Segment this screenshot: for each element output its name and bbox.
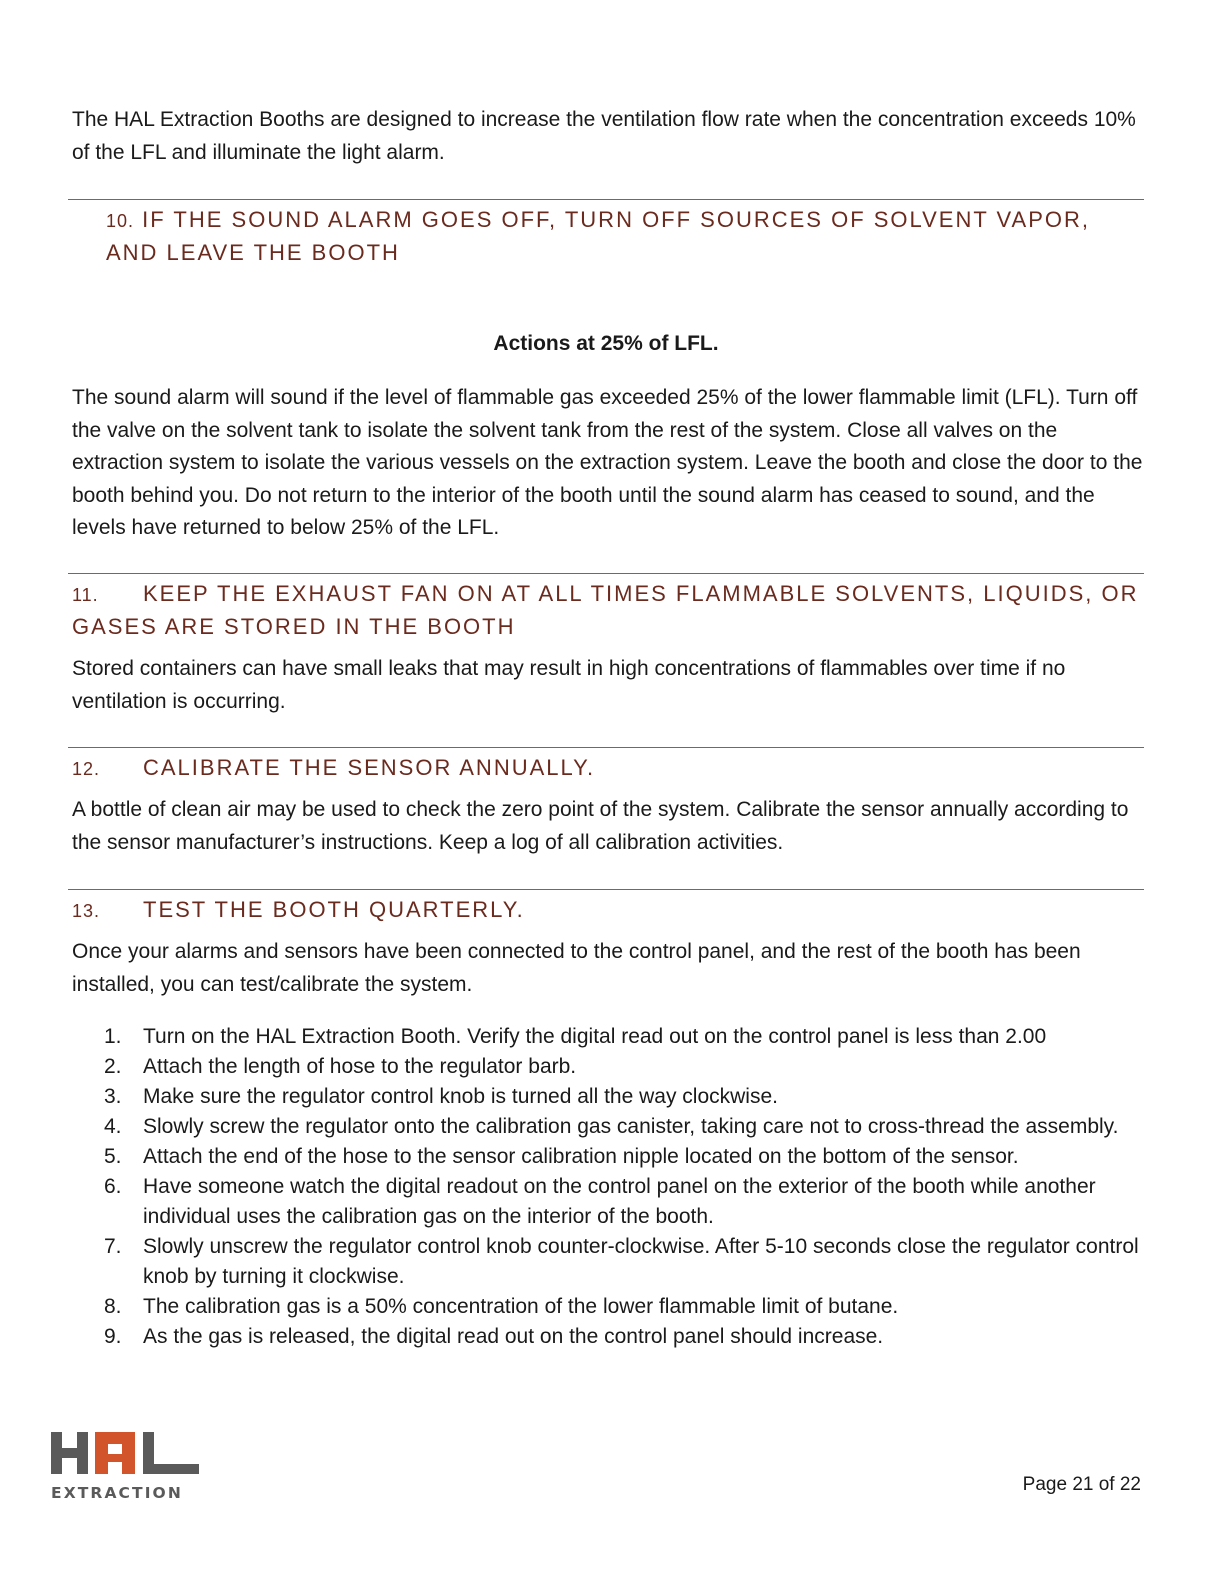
section-10-subheading: Actions at 25% of LFL. <box>493 332 719 355</box>
step-number: 6. <box>104 1175 122 1198</box>
step-number: 4. <box>104 1115 122 1138</box>
logo-subtext: EXTRACTION <box>51 1484 183 1502</box>
step-text: The calibration gas is a 50% concentration of the lower flammable limit of butane. <box>143 1295 899 1318</box>
list-item <box>104 1112 1144 1142</box>
section-10-heading <box>106 204 1146 269</box>
list-item <box>104 1022 1144 1052</box>
hal-extraction-logo <box>51 1430 201 1502</box>
step-text: As the gas is released, the digital read out on the control panel should increase. <box>143 1325 884 1348</box>
step-number: 9. <box>104 1325 122 1348</box>
step-text: Turn on the HAL Extraction Booth. Verify the digital read out on the control panel is less than 2.00 <box>143 1025 1047 1048</box>
section-divider <box>68 199 1144 200</box>
section-title: KEEP THE EXHAUST FAN ON AT ALL TIMES FLAMMABLE SOLVENTS, LIQUIDS, OR GASES ARE STORED IN THE BOOTH <box>72 581 1139 639</box>
step-number: 2. <box>104 1055 122 1078</box>
section-13-body: Once your alarms and sensors have been connected to the control panel, and the rest of the booth has been installed, you can test/calibrate the system. <box>72 940 1081 996</box>
section-11-heading <box>72 578 1147 643</box>
step-number: 8. <box>104 1295 122 1318</box>
section-number: 10. <box>106 211 135 231</box>
list-item <box>104 1232 1144 1292</box>
list-item <box>104 1052 1144 1082</box>
list-item <box>104 1082 1144 1112</box>
list-item <box>104 1172 1144 1232</box>
step-text: Slowly screw the regulator onto the calibration gas canister, taking care not to cross-thread the assembly. <box>143 1115 1119 1138</box>
section-divider <box>68 747 1144 748</box>
section-13-heading <box>72 894 1147 927</box>
section-title: TEST THE BOOTH QUARTERLY. <box>143 897 525 922</box>
section-10-body: The sound alarm will sound if the level of flammable gas exceeded 25% of the lower flammable limit (LFL). Turn off the valve on the solvent tank to isolate the solvent tank from the rest of the system. Close all valves on the extraction system to isolate the various vessels on the extraction system. Leave the booth and close the door to the booth behind you. Do not return to the interior of the booth until the sound alarm has ceased to sound, and the levels have returned to below 25% of the LFL. <box>72 386 1143 539</box>
step-text: Have someone watch the digital readout on the control panel on the exterior of the booth while another individual uses the calibration gas on the interior of the booth. <box>143 1175 1096 1228</box>
step-text: Attach the end of the hose to the sensor calibration nipple located on the bottom of the sensor. <box>143 1145 1019 1168</box>
calibration-steps-list <box>104 1022 1144 1352</box>
section-11-body: Stored containers can have small leaks that may result in high concentrations of flammables over time if no ventilation is occurring. <box>72 657 1066 713</box>
section-number: 11. <box>72 585 99 605</box>
step-number: 5. <box>104 1145 122 1168</box>
section-title: CALIBRATE THE SENSOR ANNUALLY. <box>143 755 596 780</box>
section-number: 12. <box>72 759 101 779</box>
list-item <box>104 1292 1144 1322</box>
step-number: 1. <box>104 1025 122 1048</box>
list-item <box>104 1322 1144 1352</box>
section-divider <box>68 889 1144 890</box>
list-item <box>104 1142 1144 1172</box>
step-text: Make sure the regulator control knob is turned all the way clockwise. <box>143 1085 778 1108</box>
section-12-body: A bottle of clean air may be used to check the zero point of the system. Calibrate the sensor annually according to the sensor manufacturer’s instructions. Keep a log of all calibration activities. <box>72 798 1129 854</box>
page-number: Page 21 of 22 <box>1022 1474 1141 1495</box>
step-number: 7. <box>104 1235 122 1258</box>
section-title: IF THE SOUND ALARM GOES OFF, TURN OFF SOURCES OF SOLVENT VAPOR, AND LEAVE THE BOOTH <box>106 207 1091 265</box>
section-12-heading <box>72 752 1147 785</box>
section-number: 13. <box>72 901 101 921</box>
section-divider <box>68 573 1144 574</box>
intro-paragraph: The HAL Extraction Booths are designed to increase the ventilation flow rate when the concentration exceeds 10% of the LFL and illuminate the light alarm. <box>72 108 1136 164</box>
step-number: 3. <box>104 1085 122 1108</box>
step-text: Attach the length of hose to the regulator barb. <box>143 1055 577 1078</box>
step-text: Slowly unscrew the regulator control knob counter-clockwise. After 5-10 seconds close the regulator control knob by turning it clockwise. <box>143 1235 1139 1288</box>
